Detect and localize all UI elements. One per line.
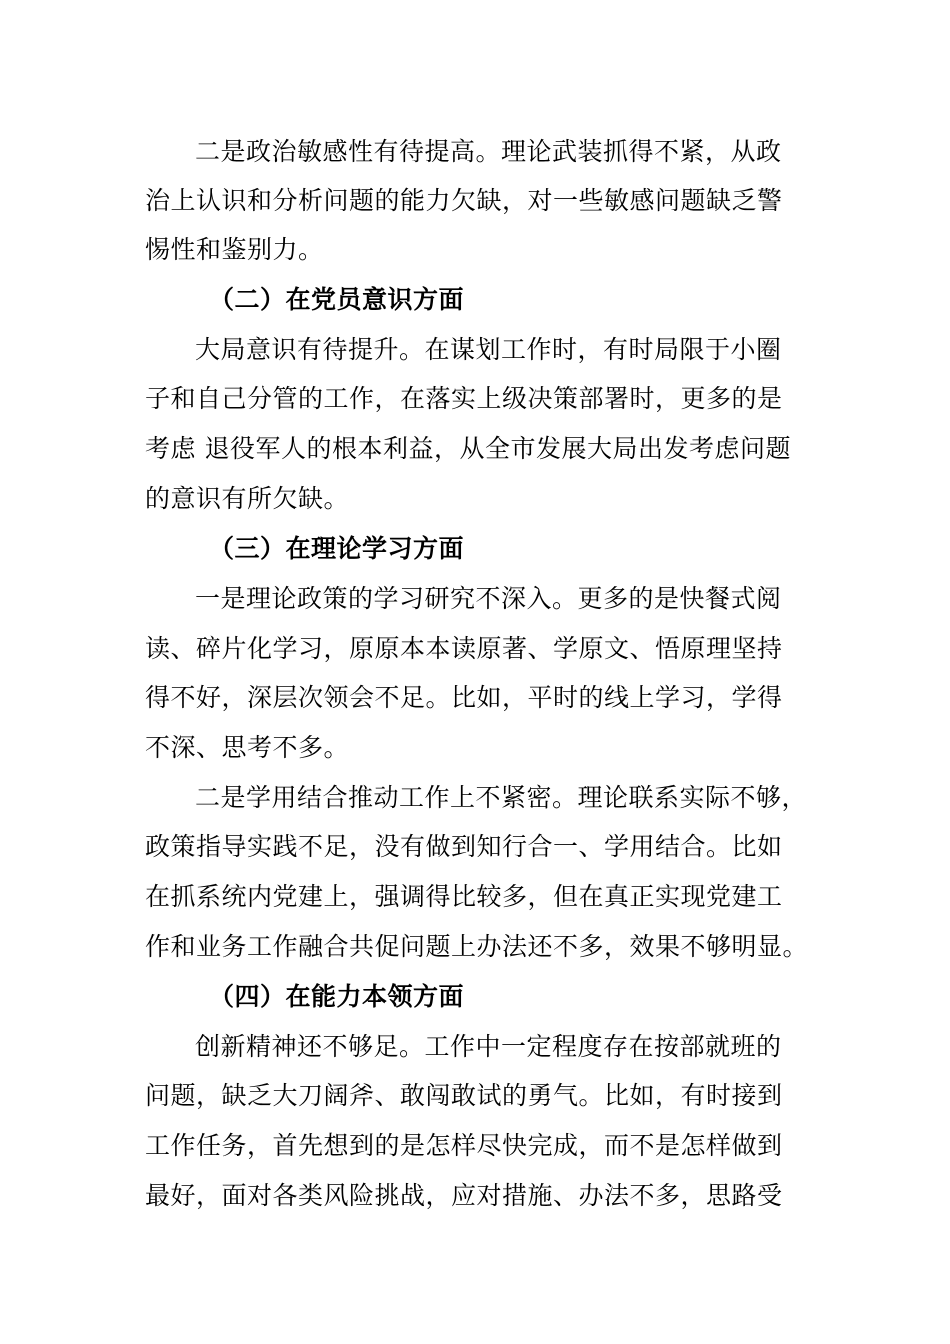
paragraph-line: 创新精神还不够足。工作中一定程度存在按部就班的: [195, 1032, 782, 1061]
paragraph-line: 一是理论政策的学习研究不深入。更多的是快餐式阅: [195, 584, 782, 613]
paragraph-line: 工作任务，首先想到的是怎样尽快完成，而不是怎样做到: [145, 1131, 783, 1160]
section-heading: （二）在党员意识方面: [209, 285, 465, 314]
paragraph-line: 惕性和鉴别力。: [145, 235, 324, 264]
paragraph-line: 作和业务工作融合共促问题上办法还不多，效果不够明显。: [145, 932, 809, 961]
paragraph-line: 在抓系统内党建上，强调得比较多，但在真正实现党建工: [145, 882, 783, 911]
paragraph-line: 的意识有所欠缺。: [145, 484, 350, 513]
paragraph-line: 读、碎片化学习，原原本本读原著、学原文、悟原理坚持: [145, 634, 783, 663]
paragraph-line: 治上认识和分析问题的能力欠缺，对一些敏感问题缺乏警: [145, 186, 783, 215]
paragraph-line: 政策指导实践不足，没有做到知行合一、学用结合。比如: [145, 832, 783, 861]
paragraph-line: 子和自己分管的工作，在落实上级决策部署时，更多的是: [145, 384, 783, 413]
paragraph-line: 大局意识有待提升。在谋划工作时，有时局限于小圈: [195, 335, 782, 364]
section-heading: （三）在理论学习方面: [209, 534, 465, 563]
paragraph-line: 考虑 退役军人的根本利益，从全市发展大局出发考虑问题: [145, 434, 791, 463]
paragraph-line: 问题，缺乏大刀阔斧、敢闯敢试的勇气。比如，有时接到: [145, 1081, 783, 1110]
paragraph-line: 最好，面对各类风险挑战，应对措施、办法不多，思路受: [145, 1181, 783, 1210]
paragraph-line: 得不好，深层次领会不足。比如，平时的线上学习，学得: [145, 683, 783, 712]
paragraph-line: 不深、思考不多。: [145, 733, 350, 762]
paragraph-line: 二是学用结合推动工作上不紧密。理论联系实际不够，: [195, 783, 808, 812]
paragraph-line: 二是政治敏感性有待提高。理论武装抓得不紧，从政: [195, 137, 782, 166]
section-heading: （四）在能力本领方面: [209, 982, 465, 1011]
